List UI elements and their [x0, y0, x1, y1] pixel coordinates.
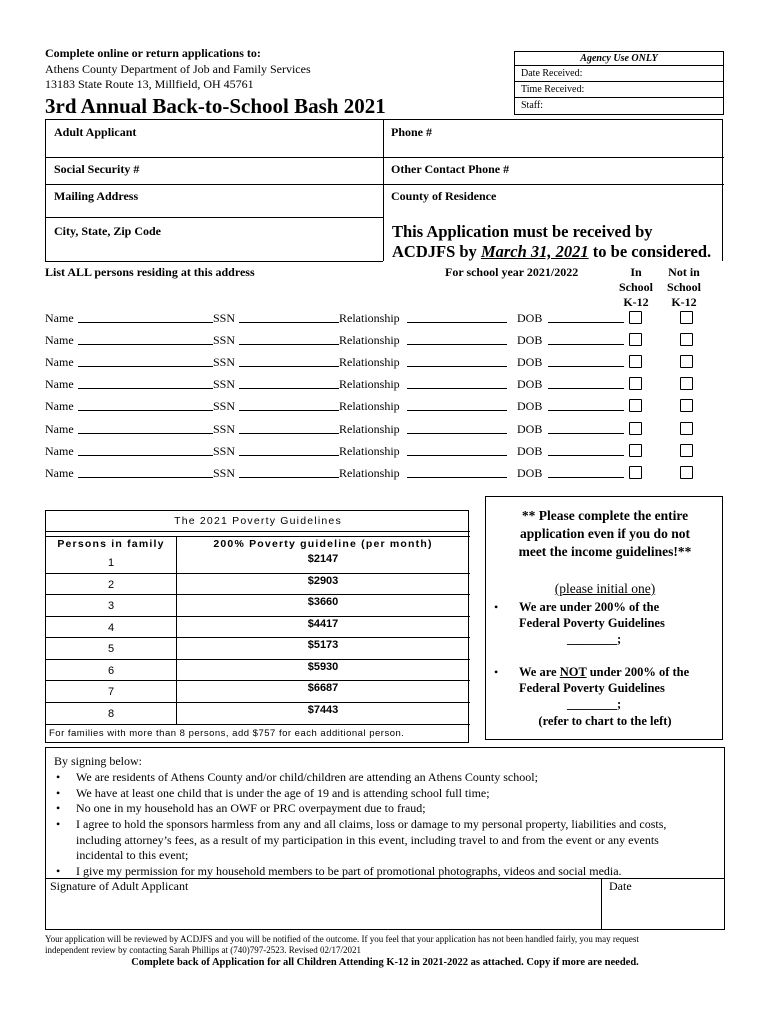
household-list-label: List ALL persons residing at this address — [45, 265, 255, 279]
ssn-label: SSN — [213, 311, 236, 325]
dob-input[interactable] — [548, 444, 624, 456]
relationship-label: Relationship — [339, 399, 400, 413]
dob-label: DOB — [517, 466, 543, 480]
person-row — [45, 333, 705, 349]
name-label: Name — [45, 311, 74, 325]
in-school-checkbox[interactable] — [629, 444, 642, 457]
review-notice: Your application will be reviewed by ACDJFS and you will be notified of the outcome. If you feel that your application has not been handled fairly, you may request independent review by contacting Sarah Phillips at (740)797-2523. Revised 02/17/2021 — [45, 934, 639, 955]
name-label: Name — [45, 333, 74, 347]
name-label: Name — [45, 377, 74, 391]
complete-entire-notice: ** Please complete the entire application even if you do not meet the income guidelines!** — [518, 508, 692, 559]
relationship-label: Relationship — [339, 444, 400, 458]
relationship-input[interactable] — [407, 444, 507, 456]
person-row — [45, 377, 705, 393]
initial-blank-1[interactable]: ________; — [567, 632, 622, 646]
in-school-header: In School K-12 — [618, 265, 653, 309]
dob-label: DOB — [517, 355, 543, 369]
agreement-2: We have at least one child that is under the age of 19 and is attending school full time; — [76, 786, 490, 800]
guideline-amount-cell: $2903 — [307, 574, 339, 587]
deadline-date: March 31, 2021 — [480, 242, 589, 261]
name-input[interactable] — [78, 466, 213, 478]
dob-input[interactable] — [548, 355, 624, 367]
not-in-school-checkbox[interactable] — [680, 355, 693, 368]
col-persons-header: Persons in family — [57, 538, 165, 550]
school-year-label: For school year 2021/2022 — [445, 265, 579, 279]
dob-label: DOB — [517, 377, 543, 391]
relationship-input[interactable] — [407, 377, 507, 389]
person-row — [45, 422, 705, 438]
notice-line1: This Application must be received by — [392, 222, 653, 241]
signature-field[interactable]: Signature of Adult Applicant — [50, 879, 189, 893]
guideline-amount-cell: $7443 — [307, 703, 339, 716]
ssn-input[interactable] — [239, 444, 339, 456]
ssn-label: SSN — [213, 466, 236, 480]
guideline-amount-cell: $2147 — [307, 553, 339, 565]
ssn-input[interactable] — [239, 311, 339, 323]
notice-line2: ACDJFS by March 31, 2021 to be considered. — [392, 242, 712, 261]
date-field[interactable]: Date — [609, 879, 632, 893]
name-input[interactable] — [78, 355, 213, 367]
guideline-amount-cell: $5930 — [307, 660, 339, 673]
guideline-amount-cell: $5173 — [307, 639, 339, 651]
name-label: Name — [45, 422, 74, 436]
ssn-field[interactable]: Social Security # — [54, 162, 140, 176]
option-not-under-200[interactable]: We are NOT under 200% of the Federal Poverty Guidelines ________; — [519, 664, 724, 712]
persons-cell: 6 — [107, 664, 115, 677]
in-school-checkbox[interactable] — [629, 399, 642, 412]
relationship-label: Relationship — [339, 355, 400, 369]
dob-input[interactable] — [548, 399, 624, 411]
staff-field[interactable]: Staff: — [515, 97, 723, 113]
dob-input[interactable] — [548, 466, 624, 478]
poverty-guidelines-table — [45, 510, 469, 743]
phone-field[interactable]: Phone # — [391, 125, 433, 139]
persons-cell: 4 — [107, 621, 115, 634]
ssn-input[interactable] — [239, 333, 339, 345]
persons-cell: 7 — [107, 686, 115, 698]
not-in-school-checkbox[interactable] — [680, 444, 693, 457]
name-input[interactable] — [78, 377, 213, 389]
dob-label: DOB — [517, 399, 543, 413]
date-received-field[interactable]: Date Received: — [515, 65, 723, 81]
person-row — [45, 444, 705, 460]
name-input[interactable] — [78, 311, 213, 323]
ssn-input[interactable] — [239, 355, 339, 367]
col-guideline-header: 200% Poverty guideline (per month) — [213, 538, 433, 550]
not-in-school-header: Not in School K-12 — [666, 265, 701, 309]
relationship-input[interactable] — [407, 466, 507, 478]
ssn-label: SSN — [213, 422, 236, 436]
page-title: 3rd Annual Back-to-School Bash 2021 — [45, 94, 386, 118]
org-address: 13183 State Route 13, Millfield, OH 45761 — [45, 77, 254, 91]
other-phone-field[interactable]: Other Contact Phone # — [391, 162, 510, 176]
person-row — [45, 311, 705, 327]
name-input[interactable] — [78, 444, 213, 456]
poverty-footnote: For families with more than 8 persons, add $757 for each additional person. — [49, 728, 405, 739]
send-to-label: Complete online or return applications to: — [45, 46, 261, 60]
ssn-input[interactable] — [239, 422, 339, 434]
agreement-4: I agree to hold the sponsors harmless from any and all claims, loss or damage to my personal property, liabilities and costs, including attorney’s fees, as a result of my participation in this event, including travel to and from the event or any events incidental to this event; — [76, 817, 667, 862]
agreement-3: No one in my household has an OWF or PRC overpayment due to fraud; — [76, 801, 426, 815]
back-page-note: Complete back of Application for all Children Attending K-12 in 2021-2022 as attached. Copy if more are needed. — [131, 957, 639, 968]
relationship-label: Relationship — [339, 466, 400, 480]
name-label: Name — [45, 466, 74, 480]
agency-heading: Agency Use ONLY — [580, 53, 658, 64]
adult-applicant-field[interactable]: Adult Applicant — [54, 125, 137, 139]
ssn-input[interactable] — [239, 399, 339, 411]
dob-input[interactable] — [548, 311, 624, 323]
ssn-input[interactable] — [239, 377, 339, 389]
ssn-input[interactable] — [239, 466, 339, 478]
persons-cell: 3 — [107, 600, 115, 612]
option-under-200[interactable]: We are under 200% of the Federal Poverty Guidelines ________; — [519, 599, 719, 647]
in-school-checkbox[interactable] — [629, 355, 642, 368]
deadline-notice — [392, 222, 722, 262]
initial-prompt: (please initial one) — [554, 581, 656, 596]
person-row — [45, 399, 705, 415]
bullet-icon: • — [494, 600, 499, 614]
relationship-input[interactable] — [407, 355, 507, 367]
ssn-label: SSN — [213, 399, 236, 413]
person-row — [45, 466, 705, 482]
dob-input[interactable] — [548, 333, 624, 345]
in-school-checkbox[interactable] — [629, 333, 642, 346]
dob-input[interactable] — [548, 377, 624, 389]
ssn-label: SSN — [213, 355, 236, 369]
signing-section: By signing below: • We are residents of Athens County and/or child/children are attending an Athens County school; • We have at least one child that is under the age of 19 and is attending school full time; • No one in my household has an OWF or PRC overpayment due to fraud; • I agree to hold the sponsors harmless from any and all claims, loss or damage to my personal property, liabilities and costs, including attorney’s fees, as a result of my participation in this event, including travel to and from the event or any events incidental to this event; • I give my permission for my household members to be part of promotional photographs, videos and social media. Signature of Adult Applicant Date — [45, 747, 725, 930]
income-guideline-box — [485, 496, 723, 740]
name-label: Name — [45, 399, 74, 413]
dob-label: DOB — [517, 311, 543, 325]
dob-label: DOB — [517, 333, 543, 347]
ssn-label: SSN — [213, 444, 236, 458]
signing-intro: By signing below: — [54, 754, 143, 768]
persons-cell: 1 — [107, 557, 115, 569]
persons-cell: 2 — [107, 578, 115, 591]
name-input[interactable] — [78, 422, 213, 434]
agreement-5: I give my permission for my household members to be part of promotional photographs, videos and social media. — [76, 864, 622, 878]
city-state-zip-field[interactable]: City, State, Zip Code — [54, 224, 162, 238]
in-school-checkbox[interactable] — [629, 377, 642, 390]
relationship-label: Relationship — [339, 311, 400, 325]
agreement-1: We are residents of Athens County and/or child/children are attending an Athens County school; — [76, 770, 538, 784]
guideline-amount-cell: $3660 — [307, 596, 339, 608]
relationship-input[interactable] — [407, 422, 507, 434]
time-received-field[interactable]: Time Received: — [515, 81, 723, 97]
ssn-label: SSN — [213, 377, 236, 391]
dob-label: DOB — [517, 422, 543, 436]
person-row — [45, 355, 705, 371]
relationship-label: Relationship — [339, 333, 400, 347]
name-input[interactable] — [78, 333, 213, 345]
county-field[interactable]: County of Residence — [391, 189, 497, 203]
relationship-input[interactable] — [407, 399, 507, 411]
not-in-school-checkbox[interactable] — [680, 311, 693, 324]
name-input[interactable] — [78, 399, 213, 411]
not-in-school-checkbox[interactable] — [680, 377, 693, 390]
dob-label: DOB — [517, 444, 543, 458]
guideline-amount-cell: $4417 — [307, 617, 339, 630]
relationship-label: Relationship — [339, 377, 400, 391]
dob-input[interactable] — [548, 422, 624, 434]
relationship-input[interactable] — [407, 311, 507, 323]
in-school-checkbox[interactable] — [629, 422, 642, 435]
agency-use-box — [514, 51, 724, 115]
refer-to-chart: (refer to chart to the left) — [538, 714, 672, 728]
name-label: Name — [45, 355, 74, 369]
relationship-input[interactable] — [407, 333, 507, 345]
persons-cell: 8 — [107, 707, 115, 720]
bullet-icon: • — [494, 665, 499, 679]
org-name: Athens County Department of Job and Family Services — [45, 62, 311, 76]
not-in-school-checkbox[interactable] — [680, 399, 693, 412]
not-in-school-checkbox[interactable] — [680, 466, 693, 479]
relationship-label: Relationship — [339, 422, 400, 436]
mailing-address-field[interactable]: Mailing Address — [54, 189, 139, 203]
initial-blank-2[interactable]: ________; — [567, 697, 622, 711]
poverty-table-title: The 2021 Poverty Guidelines — [174, 515, 342, 527]
ssn-label: SSN — [213, 333, 236, 347]
guideline-amount-cell: $6687 — [307, 682, 339, 694]
in-school-checkbox[interactable] — [629, 311, 642, 324]
not-in-school-checkbox[interactable] — [680, 422, 693, 435]
persons-cell: 5 — [107, 643, 115, 655]
name-label: Name — [45, 444, 74, 458]
not-in-school-checkbox[interactable] — [680, 333, 693, 346]
in-school-checkbox[interactable] — [629, 466, 642, 479]
